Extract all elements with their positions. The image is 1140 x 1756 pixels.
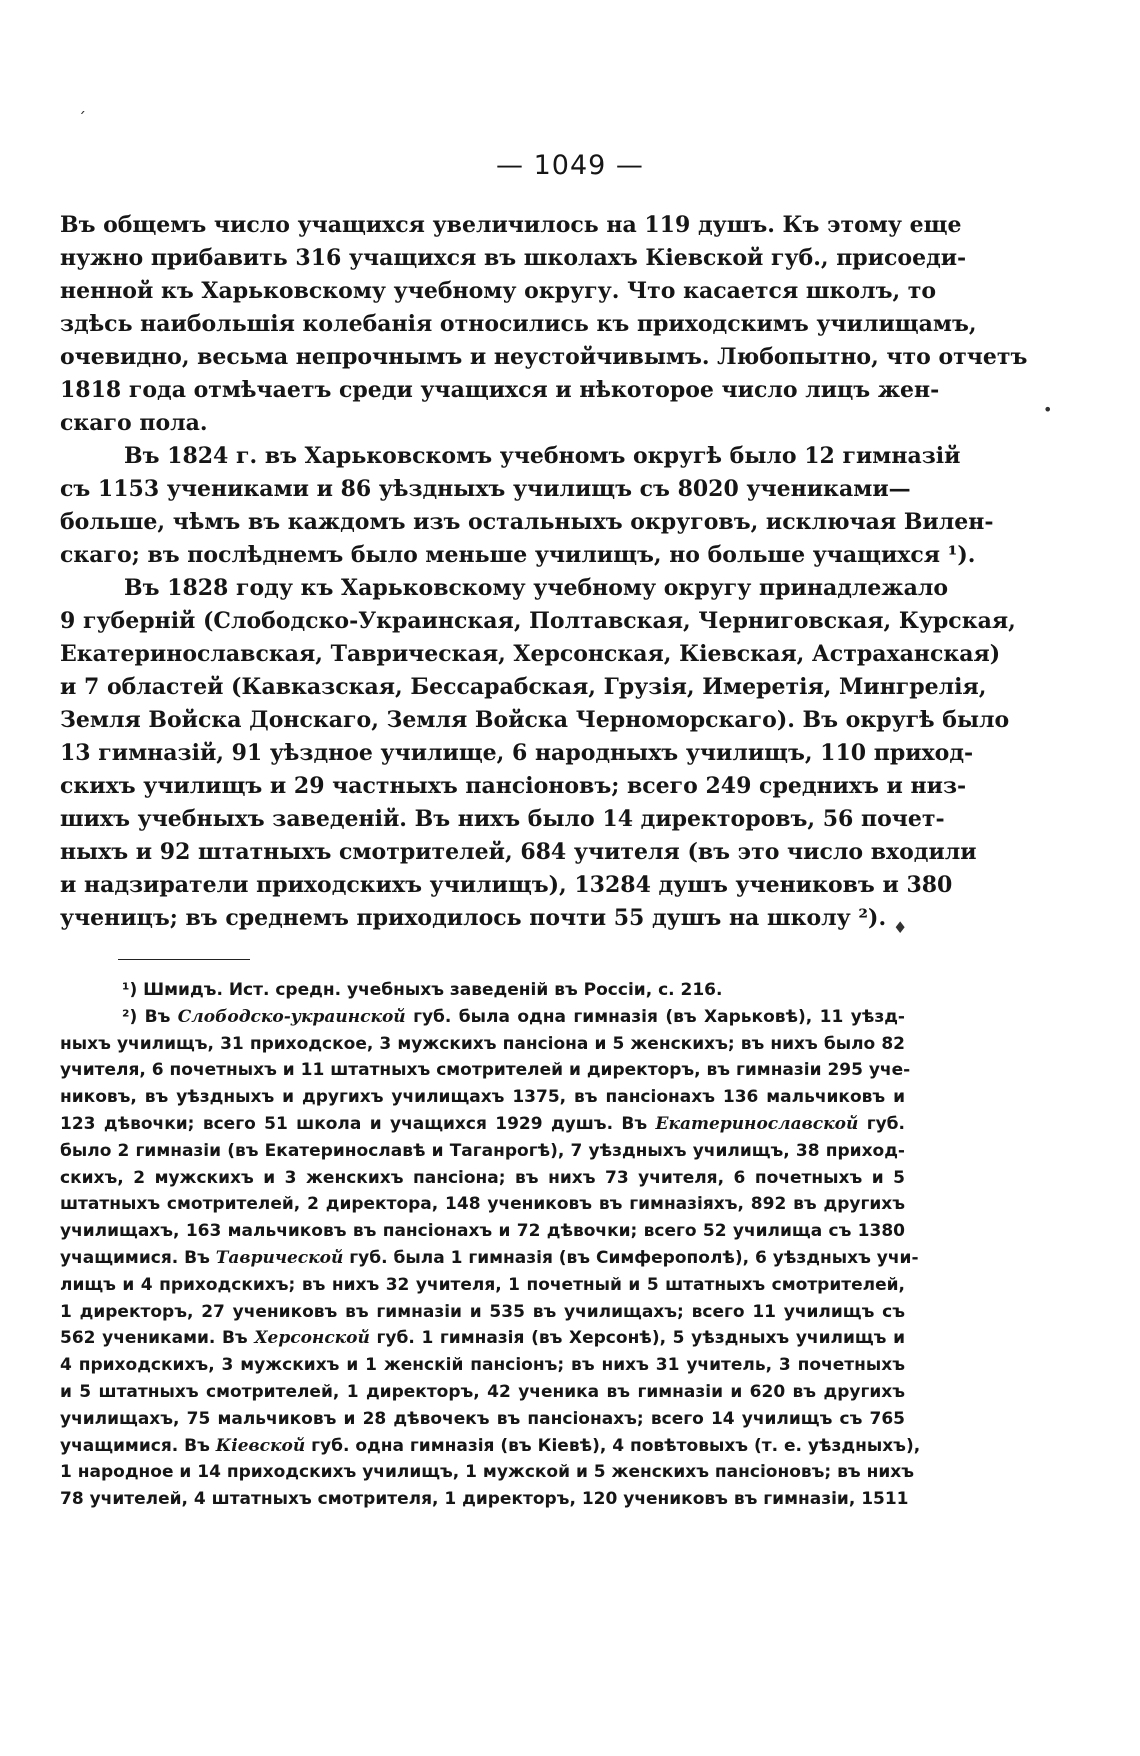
footnote-line: лищъ и 4 приходскихъ; въ нихъ 32 учителя, 1 почетный и 5 штатныхъ смотрителей, [60,1274,905,1295]
footnote-line: 1 директоръ, 27 учениковъ въ гимназіи и 535 въ училищахъ; всего 11 училищъ съ [60,1301,905,1322]
text-line: Въ 1824 г. въ Харьковскомъ учебномъ округѣ было 12 гимназій [124,443,961,469]
speck-mark: ˏ [78,95,86,114]
text-line: Земля Войска Донскаго, Земля Войска Черноморскаго). Въ округѣ было [60,707,1010,733]
text-line: Въ 1828 году къ Харьковскому учебному округу принадлежало [124,575,949,601]
text-line: и 7 областей (Кавказская, Бессарабская, Грузія, Имеретія, Мингрелія, [60,674,987,700]
text-line: Екатеринославская, Таврическая, Херсонская, Кіевская, Астраханская) [60,641,1001,667]
footnote-line: никовъ, въ уѣздныхъ и другихъ училищахъ 1375, въ пансіонахъ 136 мальчиковъ и [60,1087,905,1108]
footnote-line: 1 народное и 14 приходскихъ училищъ, 1 мужской и 5 женскихъ пансіоновъ; въ нихъ [60,1462,914,1483]
text-line: скаго; въ послѣднемъ было меньше училищъ, но больше учащихся ¹). [60,542,976,568]
text-line: ученицъ; въ среднемъ приходилось почти 55 душъ на школу ²). [60,905,887,931]
text-line: ныхъ и 92 штатныхъ смотрителей, 684 учителя (въ это число входили [60,839,977,865]
footnote-line: было 2 гимназіи (въ Екатеринославѣ и Таганрогѣ), 7 уѣздныхъ училищъ, 38 приход- [60,1140,905,1161]
footnote-line: ²) Въ Слободско-украинской губ. была одна гимназія (въ Харьковѣ), 11 уѣзд- [122,1006,905,1027]
footnote-line: скихъ, 2 мужскихъ и 3 женскихъ пансіона; въ нихъ 73 учителя, 6 почетныхъ и 5 [60,1167,905,1188]
footnote-line: учащимися. Въ Кіевской губ. одна гимназія (въ Кіевѣ), 4 повѣтовыхъ (т. е. уѣздныхъ), [60,1435,921,1456]
text-line: ненной къ Харьковскому учебному округу. Что касается школъ, то [60,278,937,304]
footnote-line: училищахъ, 163 мальчиковъ въ пансіонахъ и 72 дѣвочки; всего 52 училища съ 1380 [60,1221,905,1242]
text-line: 13 гимназій, 91 уѣздное училище, 6 народныхъ училищъ, 110 приход- [60,740,974,766]
text-line: 9 губерній (Слободско-Украинская, Полтавская, Черниговская, Курская, [60,608,1016,634]
text-line: очевидно, весьма непрочнымъ и неустойчивымъ. Любопытно, что отчетъ [60,344,1028,370]
speck-mark: ♦ [893,918,908,937]
page-number: — 1049 — [496,150,644,181]
footnote-line: ныхъ училищъ, 31 приходское, 3 мужскихъ пансіона и 5 женскихъ; въ нихъ было 82 [60,1033,905,1054]
text-line: здѣсь наибольшія колебанія относились къ приходскимъ училищамъ, [60,311,977,337]
text-line: нужно прибавить 316 учащихся въ школахъ Кіевской губ., присоеди- [60,245,967,271]
text-line: скихъ училищъ и 29 частныхъ пансіоновъ; всего 249 среднихъ и низ- [60,773,967,799]
footnote-line: 4 приходскихъ, 3 мужскихъ и 1 женскій пансіонъ; въ нихъ 31 учитель, 3 почетныхъ [60,1355,905,1376]
footnote-line: училищахъ, 75 мальчиковъ и 28 дѣвочекъ въ пансіонахъ; всего 14 училищъ съ 765 [60,1408,905,1429]
footnotes [60,977,921,1513]
footnote-separator [118,959,250,960]
text-line: Въ общемъ число учащихся увеличилось на 119 душъ. Къ этому еще [60,212,962,238]
text-line: 1818 года отмѣчаетъ среди учащихся и нѣкоторое число лицъ жен- [60,377,940,403]
text-line: съ 1153 учениками и 86 уѣздныхъ училищъ съ 8020 учениками— [60,476,911,502]
main-text [60,209,1028,937]
text-line: и надзиратели приходскихъ училищъ), 13284 душъ учениковъ и 380 [60,872,953,898]
footnote-line: 123 дѣвочки; всего 51 школа и учащихся 1929 душъ. Въ Екатеринославской губ. [60,1113,905,1134]
footnote-line: учителя, 6 почетныхъ и 11 штатныхъ смотрителей и директоръ, въ гимназіи 295 уче- [60,1060,911,1081]
speck-mark: • [1043,400,1053,419]
footnote-line: и 5 штатныхъ смотрителей, 1 директоръ, 42 ученика въ гимназіи и 620 въ другихъ [60,1381,905,1402]
text-line: больше, чѣмъ въ каждомъ изъ остальныхъ округовъ, исключая Вилен- [60,509,994,535]
footnote-line: штатныхъ смотрителей, 2 директора, 148 учениковъ въ гимназіяхъ, 892 въ другихъ [60,1194,905,1215]
footnote-line: ¹) Шмидъ. Ист. средн. учебныхъ заведеній въ Россіи, с. 216. [122,980,723,1000]
footnote-line: 562 учениками. Въ Херсонской губ. 1 гимназія (въ Херсонѣ), 5 уѣздныхъ училищъ и [60,1328,905,1349]
footnote-line: 78 учителей, 4 штатныхъ смотрителя, 1 директоръ, 120 учениковъ въ гимназіи, 1511 [60,1489,909,1510]
text-line: шихъ учебныхъ заведеній. Въ нихъ было 14 директоровъ, 56 почет- [60,806,945,832]
text-line: скаго пола. [60,410,208,436]
footnote-line: учащимися. Въ Таврической губ. была 1 гимназія (въ Симферополѣ), 6 уѣздныхъ учи- [60,1247,919,1268]
